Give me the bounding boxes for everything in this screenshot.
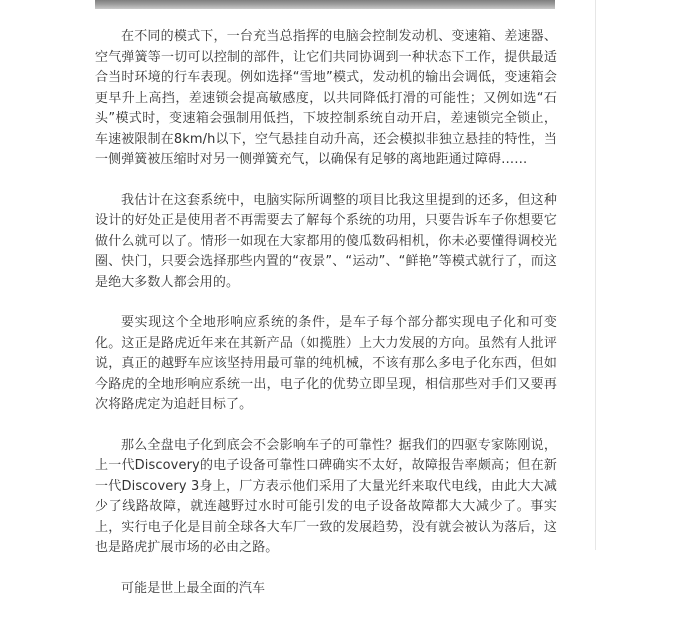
paragraph-system-design: 我估计在这套系统中，电脑实际所调整的项目比我这里提到的还多，但这种设计的好处正是使用者不再需要去了解每个系统的功用，只要告诉车子你想要它做什么就可以了。情形一如现在大家都用的傻瓜数码相机，你未必要懂得调校光圈、快门，只要会选择那些内置的“夜景”、“运动”、“鲜艳”等模式就行了，而这是绝大多数人都会用的。 — [95, 192, 557, 290]
paragraph-reliability: 那么全盘电子化到底会不会影响车子的可靠性？据我们的四驱专家陈刚说，上一代Discovery的电子设备可靠性口碑确实不太好，故障报告率颇高；但在新一代Discovery 3身上，厂方表示他们采用了大量光纤来取代电线，由此大大减少了线路故障，就连越野过水时可能引发的电子设备故障都大大减少了。事实上，实行电子化是目前全球各大车厂一致的发展趋势，没有就会被认为落后，这也是路虎扩展市场的必由之路。 — [95, 437, 557, 555]
section-subheading: 可能是世上最全面的汽车 — [121, 580, 266, 596]
article-image-bottom-edge — [95, 0, 555, 9]
paragraph-terrain-modes: 在不同的模式下，一台充当总指挥的电脑会控制发动机、变速箱、差速器、空气弹簧等一切可以控制的部件，让它们共同协调到一种状态下工作，提供最适合当时环境的行车表现。例如选择“雪地”模式，发动机的输出会调低，变速箱会更早升上高挡，差速锁会提高敏感度，以共同降低打滑的可能性；又例如选“石头”模式时，变速箱会强制用低挡，下坡控制系统自动开启，差速锁完全锁止，车速被限制在8km/h以下，空气悬挂自动升高，还会模拟非独立悬挂的特性，当一侧弹簧被压缩时对另一侧弹簧充气，以确保有足够的离地距通过障碍…… — [95, 29, 557, 167]
paragraph-electronics: 要实现这个全地形响应系统的条件，是车子每个部分都实现电子化和可变化。这正是路虎近年来在其新产品（如揽胜）上大力发展的方向。虽然有人批评说，真正的越野车应该坚持用最可靠的纯机械，不该有那么多电子化东西，但如今路虎的全地形响应系统一出，电子化的优势立即呈现，相信那些对手们又要再次将路虎定为追赶目标了。 — [95, 315, 557, 412]
article-body — [95, 27, 557, 619]
column-divider — [595, 0, 596, 550]
